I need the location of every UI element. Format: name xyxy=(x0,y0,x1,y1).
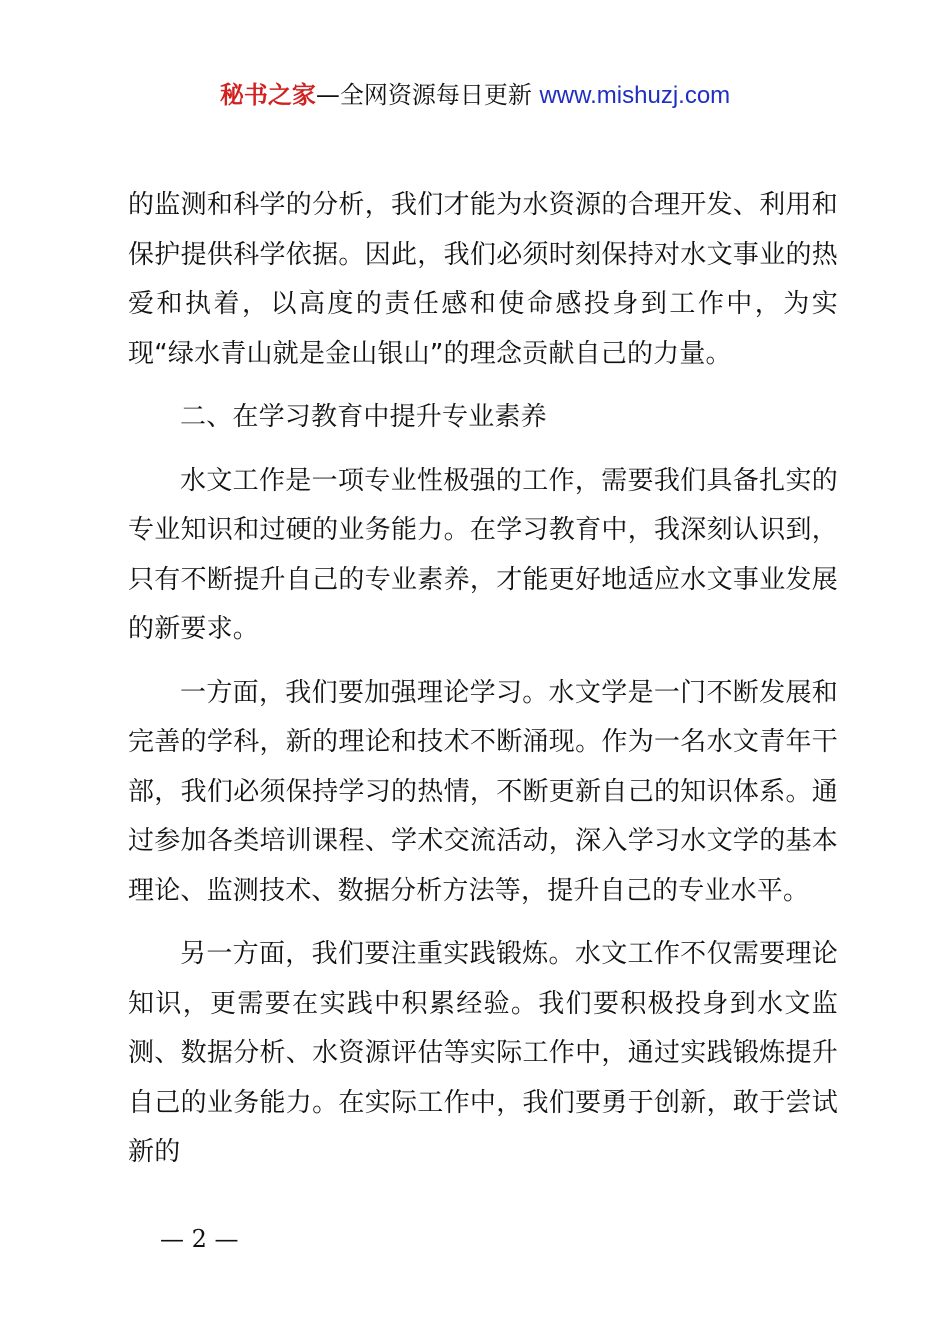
paragraph-continuation: 的监测和科学的分析，我们才能为水资源的合理开发、利用和保护提供科学依据。因此，我们必须时刻保持对水文事业的热爱和执着，以高度的责任感和使命感投身到工作中，为实现“绿水青山就是金山银山”的理念贡献自己的力量。 xyxy=(128,190,838,369)
header-brand: 秘书之家 xyxy=(219,81,316,109)
document-body xyxy=(128,181,838,1178)
paragraph: 水文工作是一项专业性极强的工作，需要我们具备扎实的专业知识和过硬的业务能力。在学习教育中，我深刻认识到，只有不断提升自己的专业素养，才能更好地适应水文事业发展的新要求。 xyxy=(128,465,838,644)
header-tagline: —全网资源每日更新 xyxy=(315,81,532,109)
document-header xyxy=(0,78,950,113)
page-number: — 2 — xyxy=(160,1225,239,1253)
paragraph: 另一方面，我们要注重实践锻炼。水文工作不仅需要理论知识，更需要在实践中积累经验。我们要积极投身到水文监测、数据分析、水资源评估等实际工作中，通过实践锻炼提升自己的业务能力。在实际工作中，我们要勇于创新，敢于尝试新的 xyxy=(128,939,838,1167)
section-heading: 二、在学习教育中提升专业素养 xyxy=(180,402,547,432)
header-url[interactable]: www.mishuzj.com xyxy=(539,82,731,109)
paragraph: 一方面，我们要加强理论学习。水文学是一门不断发展和完善的学科，新的理论和技术不断涌现。作为一名水文青年干部，我们必须保持学习的热情，不断更新自己的知识体系。通过参加各类培训课程、学术交流活动，深入学习水文学的基本理论、监测技术、数据分析方法等，提升自己的专业水平。 xyxy=(128,677,838,906)
